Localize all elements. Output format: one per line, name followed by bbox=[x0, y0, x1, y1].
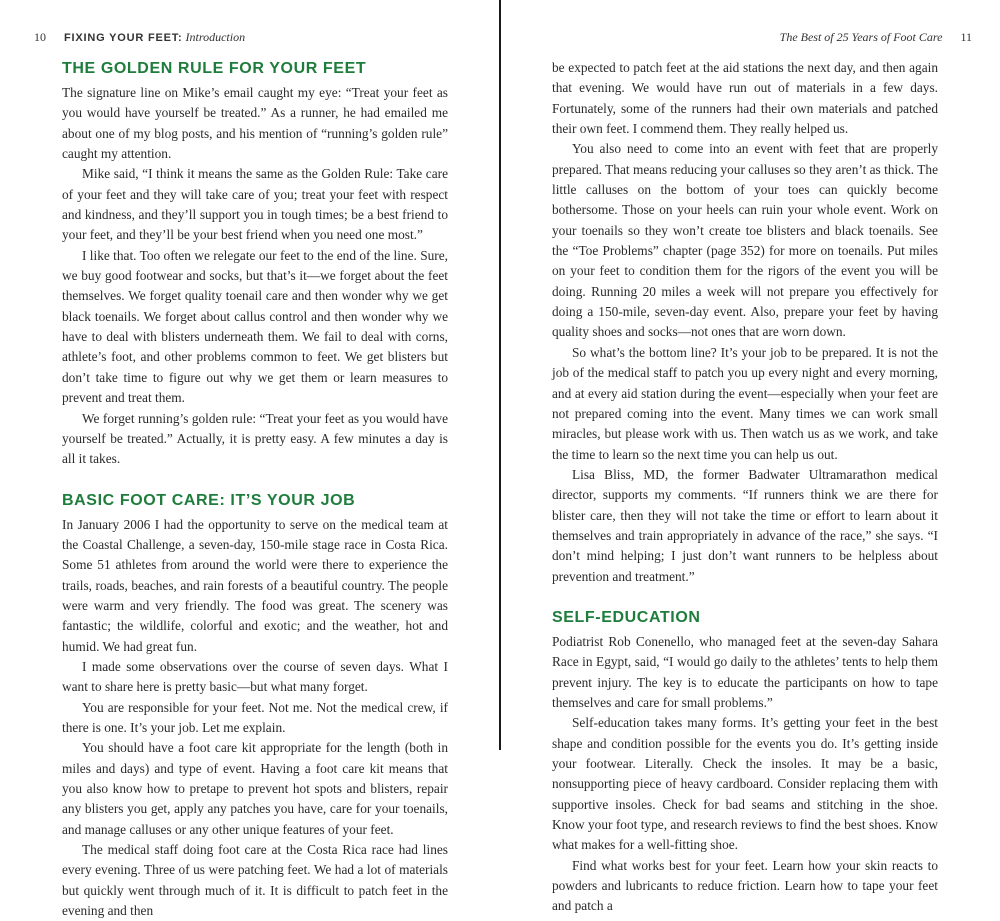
section-heading-self-education: SELF-EDUCATION bbox=[552, 608, 701, 626]
section-heading-golden-rule: THE GOLDEN RULE FOR YOUR FEET bbox=[62, 60, 367, 77]
paragraph: I like that. Too often we relegate our feet to the end of the line. Sure, we buy good footwear and socks, but that’s it—we forget about the feet themselves. We forget quality toenail care and then wonder why we get black toenails. We forget about callus control and then wonder why we have to deal with blisters underneath them. We fail to deal with corns, athlete’s foot, and other problems common to feet. We get blisters but don’t take time to figure out why we get them or learn measures to prevent and treat them. bbox=[62, 247, 448, 406]
right-running-head bbox=[780, 30, 972, 45]
paragraph: We forget running’s golden rule: “Treat your feet as you would have yourself be treated.” Actually, it is pretty easy. A few minutes a day is all it takes. bbox=[62, 410, 448, 467]
paragraph: So what’s the bottom line? It’s your job to be prepared. It is not the job of the medical staff to patch you up every night and every morning, and at every aid station during the event—especially when your feet are not prepared coming into the event. Many times we can work small miracles, but please work with us. Then watch us as we work, and take the time to learn so the next time you can help us out. bbox=[552, 344, 938, 462]
running-title: The Best of 25 Years of Foot Care bbox=[779, 30, 943, 44]
paragraph: The medical staff doing foot care at the Costa Rica race had lines every evening. Three of us were patching feet. We had a lot of materials but quickly went through much of it. It is difficult to patch feet in the evening and then bbox=[62, 842, 448, 919]
paragraph: Self-education takes many forms. It’s getting your feet in the best shape and condition possible for the events you do. It’s getting inside your footwear. Literally. Check the insoles. It may be a basic, nonsupporting piece of heavy cardboard. Consider replacing them with supportive insoles. Check for bad seams and stitching in the shoe. Know your foot type, and research reviews to find the best shoes. Know what makes for a well-fitting shoe. bbox=[552, 715, 938, 853]
right-page-number: 11 bbox=[960, 30, 972, 44]
paragraph: In January 2006 I had the opportunity to serve on the medical team at the Coastal Challenge, a seven-day, 150-mile stage race in Costa Rica. Some 51 athletes from around the world were there to experience the trails, roads, beaches, and rain forests of a beautiful country. The people were warm and very friendly. The food was great. The scenery was fantastic; the wildlife, colorful and exotic; and the weather, hot and humid. We had great fun. bbox=[62, 516, 448, 654]
paragraph: You are responsible for your feet. Not me. Not the medical crew, if there is one. It’s your job. Let me explain. bbox=[62, 699, 448, 735]
section-heading-basic-foot-care: BASIC FOOT CARE: IT’S YOUR JOB bbox=[62, 491, 356, 509]
paragraph: The signature line on Mike’s email caught my eye: “Treat your feet as you would have yourself be treated.” As a runner, he had emailed me about one of my blog posts, and his mention of “running’s golden rule” caught my attention. bbox=[62, 85, 448, 162]
left-page bbox=[0, 0, 499, 919]
paragraph: Lisa Bliss, MD, the former Badwater Ultramarathon medical director, supports my comments. “If runners think we are there for blister care, then they will not take the time or effort to learn about it themselves and train appropriately in advance of the race,” she says. “I don’t mind helping; I just don’t want runners to be helpless about prevention and treatment.” bbox=[552, 466, 938, 584]
paragraph: You also need to come into an event with feet that are properly prepared. That means reducing your calluses so they aren’t as thick. The little calluses on the bottom of your toes can quickly become bothersome. Those on your heels can ruin your whole event. Work on your toenails so they won’t create toe blisters and black toenails. See the “Toe Problems” chapter (page 352) for more on toenails. Put miles on your feet to condition them for the rigors of the event you will be doing. Running 20 miles a week will not prepare you effectively for doing a 150-mile, seven-day event. Also, prepare your feet by having quality shoes and socks—not ones that are worn down. bbox=[552, 141, 938, 340]
left-running-head bbox=[34, 30, 245, 45]
paragraph: Find what works best for your feet. Learn how your skin reacts to powders and lubricants to reduce friction. Learn how to tape your feet and patch a bbox=[552, 857, 938, 914]
left-page-number: 10 bbox=[34, 30, 46, 44]
right-page-content bbox=[552, 58, 938, 917]
paragraph: I made some observations over the course of seven days. What I want to share here is pretty basic—but what many forget. bbox=[62, 658, 448, 695]
right-page bbox=[501, 0, 1000, 914]
left-page-content bbox=[62, 58, 448, 921]
paragraph: You should have a foot care kit appropriate for the length (both in miles and days) and type of event. Having a foot care kit means that you also know how to pretape to prevent hot spots and blisters, repair any blisters you get, apply any patches you have, care for your toenails, and manage calluses or any other unique features of your feet. bbox=[62, 740, 448, 837]
paragraph: Mike said, “I think it means the same as the Golden Rule: Take care of your feet and they will take care of you; treat your feet with respect and kindness, and they’ll support you in tough times; be a best friend to your feet, and they’ll be your best friend when you need one most.” bbox=[62, 166, 448, 243]
paragraph: be expected to patch feet at the aid stations the next day, and then again that evening. We would have run out of materials in a few days. Fortunately, some of the runners had their own materials and patched their own feet. I commend them. They really helped us. bbox=[552, 60, 938, 137]
paragraph: Podiatrist Rob Conenello, who managed feet at the seven-day Sahara Race in Egypt, said, “I would go daily to the athletes’ tents to help them prevent injury. The key is to educate the participants on how to tape themselves and care for small problems.” bbox=[552, 633, 938, 710]
chapter-name: Introduction bbox=[185, 30, 246, 44]
book-title: FIXING YOUR FEET: bbox=[64, 32, 183, 44]
